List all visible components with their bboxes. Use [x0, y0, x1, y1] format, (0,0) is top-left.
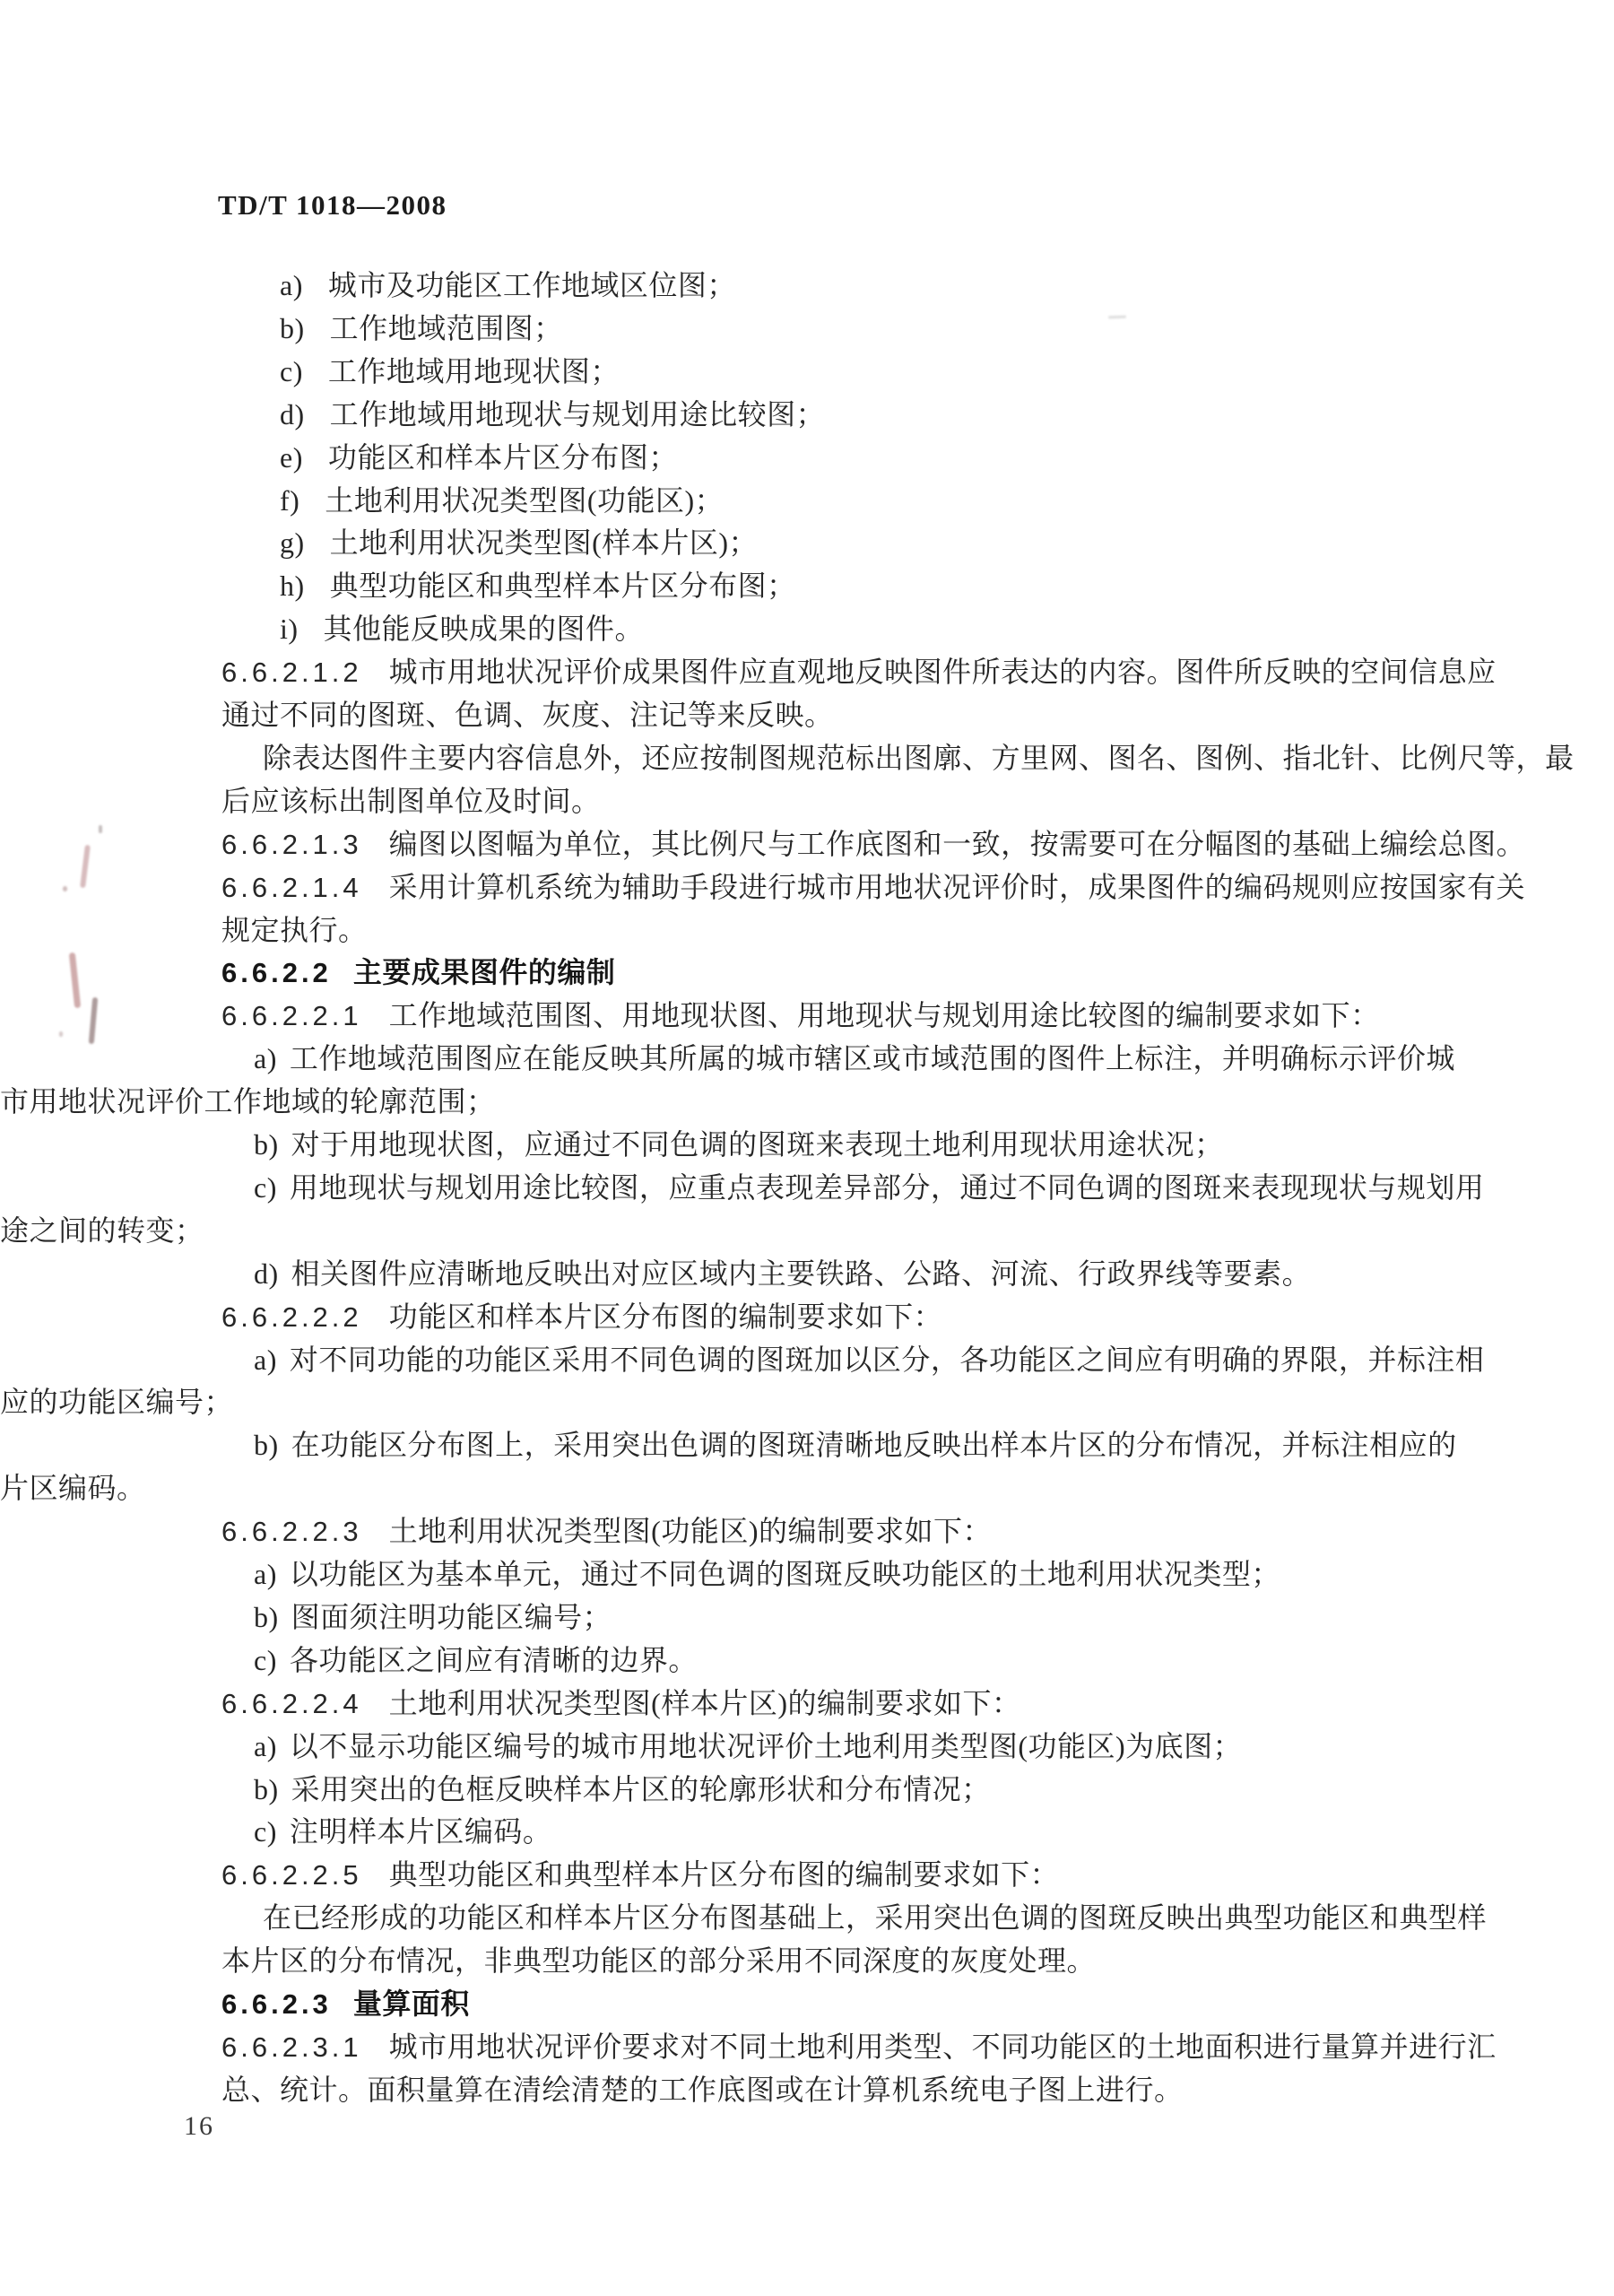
list-marker: b)	[254, 1773, 279, 1805]
section-line	[221, 1509, 992, 1552]
line-text: 工作地域范围图应在能反映其所属的城市辖区或市域范围的图件上标注，并明确标示评价城	[289, 1042, 1455, 1074]
list-item-line	[254, 1123, 1224, 1166]
line-text: 相关图件应清晰地反映出对应区域内主要铁路、公路、河流、行政界线等要素。	[291, 1257, 1312, 1290]
scan-artifact	[69, 952, 81, 1008]
list-item-line	[254, 1639, 698, 1682]
line-text: 对不同功能的功能区采用不同色调的图斑加以区分，各功能区之间应有明确的界限，并标注相	[289, 1344, 1485, 1376]
line-text: 土地利用状况类型图(功能区)的编制要求如下：	[388, 1515, 992, 1547]
line-text: 规定执行。	[221, 914, 368, 946]
text-line	[0, 1080, 496, 1123]
standard-number-header: TD/T 1018—2008	[218, 189, 447, 221]
line-text: 总、统计。面积量算在清绘清楚的工作底图或在计算机系统电子图上进行。	[221, 2074, 1184, 2106]
list-item-line	[254, 1423, 1457, 1466]
line-text: 土地利用状况类型图(样本片区)的编制要求如下：	[388, 1687, 1021, 1719]
section-line	[221, 1682, 1020, 1725]
section-line	[221, 2025, 1497, 2068]
line-text: 在已经形成的功能区和样本片区分布图基础上，采用突出色调的图斑反映出典型功能区和典型样	[263, 1901, 1488, 1934]
line-text: 其他能反映成果的图件。	[323, 613, 645, 645]
line-text: 通过不同的图斑、色调、灰度、注记等来反映。	[221, 699, 834, 731]
section-line	[221, 1982, 470, 2025]
scan-artifact	[1108, 316, 1126, 319]
text-line	[221, 693, 834, 736]
list-item-line	[254, 1725, 1242, 1768]
line-text: 除表达图件主要内容信息外，还应按制图规范标出图廓、方里网、图名、图例、指北针、比例尺等，最	[263, 742, 1575, 774]
list-item-line	[254, 1037, 1455, 1080]
list-item-line	[280, 264, 736, 307]
scan-artifact	[99, 825, 102, 833]
list-item-line	[254, 1552, 1280, 1596]
line-text: 主要成果图件的编制	[352, 956, 616, 988]
list-marker: a)	[254, 1344, 277, 1376]
section-line	[221, 822, 1525, 865]
line-text: 城市用地状况评价要求对不同土地利用类型、不同功能区的土地面积进行量算并进行汇	[388, 2031, 1497, 2063]
list-marker: a)	[254, 1042, 277, 1074]
line-text: 途之间的转变；	[0, 1214, 204, 1247]
section-number: 6.6.2.1.3	[221, 829, 362, 860]
section-number: 6.6.2.1.2	[221, 657, 362, 688]
list-marker: a)	[254, 1730, 277, 1762]
line-text: 本片区的分布情况，非典型功能区的部分采用不同深度的灰度处理。	[221, 1944, 1097, 1977]
text-line	[0, 1466, 146, 1509]
list-item-line	[254, 1810, 551, 1853]
list-item-line	[280, 564, 796, 607]
section-line	[221, 951, 615, 994]
list-item-line	[280, 521, 758, 564]
list-item-line	[254, 1338, 1484, 1381]
line-text: 注明样本片区编码。	[289, 1815, 552, 1848]
section-number: 6.6.2.3	[221, 1988, 332, 2020]
scan-artifact	[80, 845, 91, 888]
scan-artifact	[89, 997, 99, 1044]
list-marker: c)	[280, 355, 303, 387]
section-number: 6.6.2.2	[221, 957, 332, 988]
line-text: 在功能区分布图上，采用突出色调的图斑清晰地反映出样本片区的分布情况，并标注相应的	[291, 1429, 1457, 1461]
list-marker: c)	[254, 1644, 277, 1676]
list-marker: b)	[254, 1128, 279, 1161]
list-item-line	[280, 307, 563, 350]
list-item-line	[254, 1166, 1484, 1209]
section-number: 6.6.2.2.5	[221, 1859, 362, 1891]
line-text: 土地利用状况类型图(样本片区)；	[329, 526, 758, 559]
list-item-line	[254, 1596, 612, 1639]
line-text: 土地利用状况类型图(功能区)；	[325, 484, 725, 517]
list-marker: b)	[280, 312, 305, 344]
section-number: 6.6.2.1.4	[221, 872, 362, 903]
section-line	[221, 650, 1497, 693]
list-marker: c)	[254, 1815, 277, 1848]
list-marker: a)	[280, 269, 303, 301]
list-item-line	[254, 1252, 1311, 1295]
list-marker: h)	[280, 570, 305, 602]
text-line	[263, 1896, 1487, 1939]
list-item-line	[280, 479, 724, 522]
section-line	[221, 1853, 1059, 1896]
line-text: 后应该标出制图单位及时间。	[221, 785, 601, 817]
list-item-line	[280, 436, 678, 479]
line-text: 工作地域用地现状图；	[327, 355, 620, 387]
list-item-line	[280, 350, 620, 393]
text-line	[221, 909, 368, 952]
text-line	[0, 1209, 204, 1252]
text-line	[0, 1380, 233, 1423]
list-marker: c)	[254, 1171, 277, 1204]
section-number: 6.6.2.2.1	[221, 1000, 362, 1031]
list-marker: d)	[254, 1257, 279, 1290]
line-text: 工作地域范围图、用地现状图、用地现状与规划用途比较图的编制要求如下：	[388, 999, 1380, 1031]
scan-artifact	[59, 1031, 63, 1037]
list-marker: i)	[280, 613, 299, 645]
line-text: 各功能区之间应有清晰的边界。	[289, 1644, 698, 1676]
scan-artifact	[63, 886, 67, 891]
line-text: 工作地域范围图；	[329, 312, 563, 344]
section-number: 6.6.2.2.3	[221, 1516, 362, 1547]
line-text: 编图以图幅为单位，其比例尺与工作底图和一致，按需要可在分幅图的基础上编绘总图。	[388, 828, 1526, 860]
line-text: 城市用地状况评价成果图件应直观地反映图件所表达的内容。图件所反映的空间信息应	[388, 656, 1497, 688]
text-line	[263, 736, 1575, 779]
list-marker: b)	[254, 1601, 279, 1633]
section-line	[221, 865, 1525, 909]
line-text: 用地现状与规划用途比较图，应重点表现差异部分，通过不同色调的图斑来表现现状与规划用	[289, 1171, 1485, 1204]
line-text: 采用突出的色框反映样本片区的轮廓形状和分布情况；	[291, 1773, 991, 1805]
line-text: 以功能区为基本单元，通过不同色调的图斑反映功能区的土地利用状况类型；	[289, 1558, 1280, 1590]
list-marker: g)	[280, 526, 305, 559]
list-marker: d)	[280, 398, 305, 430]
line-text: 量算面积	[352, 1987, 470, 2020]
list-item-line	[280, 393, 825, 436]
section-number: 6.6.2.2.2	[221, 1301, 362, 1333]
line-text: 采用计算机系统为辅助手段进行城市用地状况评价时，成果图件的编码规则应按国家有关	[388, 871, 1526, 903]
line-text: 典型功能区和典型样本片区分布图的编制要求如下：	[388, 1858, 1060, 1891]
list-marker: e)	[280, 441, 303, 474]
line-text: 以不显示功能区编号的城市用地状况评价土地利用类型图(功能区)为底图；	[289, 1730, 1243, 1762]
page-number: 16	[184, 2111, 214, 2141]
section-number: 6.6.2.3.1	[221, 2031, 362, 2063]
line-text: 功能区和样本片区分布图；	[327, 441, 678, 474]
text-line	[221, 779, 601, 822]
line-text: 应的功能区编号；	[0, 1386, 234, 1418]
line-text: 典型功能区和典型样本片区分布图；	[329, 570, 796, 602]
line-text: 图面须注明功能区编号；	[291, 1601, 612, 1633]
list-item-line	[254, 1768, 991, 1811]
list-item-line	[280, 607, 644, 650]
line-text: 对于用地现状图，应通过不同色调的图斑来表现土地利用现状用途状况；	[291, 1128, 1224, 1161]
line-text: 市用地状况评价工作地域的轮廓范围；	[0, 1085, 496, 1118]
list-marker: a)	[254, 1558, 277, 1590]
text-line	[221, 2068, 1184, 2111]
section-line	[221, 994, 1380, 1037]
text-line	[221, 1939, 1096, 1982]
section-number: 6.6.2.2.4	[221, 1688, 362, 1719]
line-text: 功能区和样本片区分布图的编制要求如下：	[388, 1300, 943, 1333]
list-marker: b)	[254, 1429, 279, 1461]
list-marker: f)	[280, 484, 300, 517]
line-text: 工作地域用地现状与规划用途比较图；	[329, 398, 826, 430]
line-text: 片区编码。	[0, 1472, 146, 1504]
section-line	[221, 1295, 942, 1338]
line-text: 城市及功能区工作地域区位图；	[327, 269, 736, 301]
